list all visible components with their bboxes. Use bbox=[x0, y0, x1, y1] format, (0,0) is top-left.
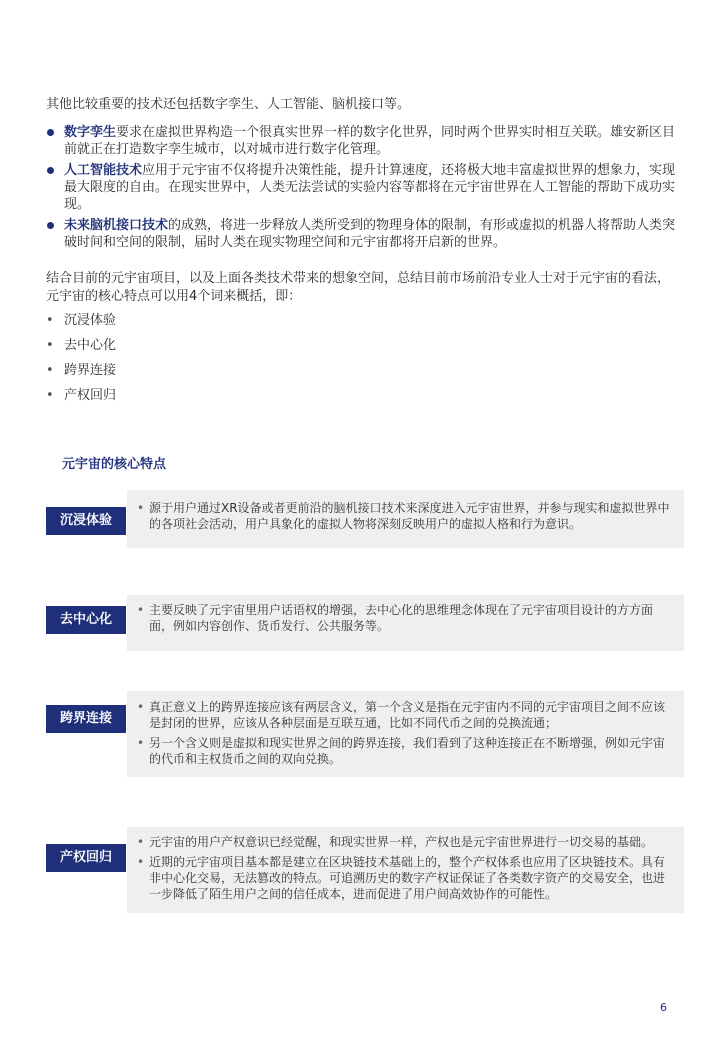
list-item bbox=[46, 162, 676, 213]
feature-card bbox=[127, 490, 684, 548]
feature-label: 沉浸体验 bbox=[64, 313, 117, 328]
bullet-dot-icon: • bbox=[46, 363, 54, 378]
list-item bbox=[46, 337, 116, 362]
card-text: 源于用户通过XR设备或者更前沿的脑机接口技术来深度进入元宇宙世界，并参与现实和虚拟世界中的各项社会活动，用户具象化的虚拟人物将深刻反映用户的虚拟人格和行为意识。 bbox=[149, 501, 670, 531]
card-text: 另一个含义则是虚拟和现实世界之间的跨界连接，我们看到了这种连接正在不断增强，例如元宇宙的代币和主权货币之间的双向兑换。 bbox=[149, 736, 666, 766]
feature-tag: 沉浸体验 bbox=[46, 507, 126, 535]
list-item bbox=[46, 387, 116, 412]
bullet-dot-icon: • bbox=[137, 736, 145, 750]
list-item bbox=[46, 217, 676, 251]
bullet-text: 应用于元宇宙不仅将提升决策性能，提升计算速度，还将极大地丰富虚拟世界的想象力，实现最大限度的自由。在现实世界中，人类无法尝试的实验内容等都将在元宇宙世界在人工智能的帮助下成功实现。 bbox=[64, 163, 676, 212]
feature-tag: 产权回归 bbox=[46, 844, 126, 872]
bullet-keyword: 人工智能技术 bbox=[64, 163, 143, 178]
bullet-keyword: 数字孪生 bbox=[64, 125, 117, 140]
card-bullet bbox=[127, 602, 684, 634]
bullet-dot-icon: • bbox=[46, 388, 54, 403]
feature-card bbox=[127, 691, 684, 777]
list-item bbox=[46, 312, 116, 337]
bullet-dot-icon: • bbox=[46, 338, 54, 353]
bullet-dot-icon: • bbox=[137, 501, 145, 515]
list-item bbox=[46, 362, 116, 387]
bullet-dot-icon: • bbox=[46, 313, 54, 328]
feature-card bbox=[127, 595, 684, 651]
feature-label: 跨界连接 bbox=[64, 363, 117, 378]
list-item bbox=[46, 124, 676, 158]
card-bullet bbox=[127, 500, 684, 532]
card-text: 真正意义上的跨界连接应该有两层含义，第一个含义是指在元宇宙内不同的元宇宙项目之间不应该是封闭的世界，应该从各种层面是互联互通，比如不同代币之间的兑换流通； bbox=[149, 700, 666, 730]
feature-tag: 跨界连接 bbox=[46, 705, 126, 733]
bullet-keyword: 未来脑机接口技术 bbox=[64, 218, 169, 233]
technology-bullet-list bbox=[46, 124, 676, 255]
bullet-dot-icon bbox=[47, 129, 54, 136]
bullet-dot-icon: • bbox=[137, 855, 145, 869]
card-text: 主要反映了元宇宙里用户话语权的增强，去中心化的思维理念体现在了元宇宙项目设计的方方面面，例如内容创作、货币发行、公共服务等。 bbox=[149, 603, 654, 633]
section-title: 元宇宙的核心特点 bbox=[62, 457, 167, 472]
bullet-dot-icon: • bbox=[137, 700, 145, 714]
feature-label: 产权回归 bbox=[64, 388, 117, 403]
page-number: 6 bbox=[660, 1001, 667, 1014]
summary-paragraph: 结合目前的元宇宙项目，以及上面各类技术带来的想象空间，总结目前市场前沿专业人士对于元宇宙的看法，元宇宙的核心特点可以用4个词来概括，即： bbox=[46, 271, 671, 304]
card-bullet bbox=[127, 699, 684, 731]
intro-paragraph: 其他比较重要的技术还包括数字孪生、人工智能、脑机接口等。 bbox=[46, 97, 411, 112]
card-bullet bbox=[127, 735, 684, 767]
bullet-dot-icon: • bbox=[137, 835, 145, 849]
bullet-dot-icon bbox=[47, 222, 54, 229]
feature-tag: 去中心化 bbox=[46, 606, 126, 634]
feature-card bbox=[127, 827, 684, 913]
features-list bbox=[46, 312, 116, 412]
bullet-dot-icon bbox=[47, 167, 54, 174]
card-text: 元宇宙的用户产权意识已经觉醒，和现实世界一样，产权也是元宇宙世界进行一切交易的基础。 bbox=[149, 835, 654, 849]
card-bullet bbox=[127, 854, 684, 902]
bullet-text: 要求在虚拟世界构造一个很真实世界一样的数字化世界，同时两个世界实时相互关联。雄安新区目前就正在打造数字孪生城市，以对城市进行数字化管理。 bbox=[64, 125, 676, 157]
bullet-dot-icon: • bbox=[137, 603, 145, 617]
feature-label: 去中心化 bbox=[64, 338, 117, 353]
card-bullet bbox=[127, 834, 684, 850]
card-text: 近期的元宇宙项目基本都是建立在区块链技术基础上的，整个产权体系也应用了区块链技术。具有非中心化交易，无法篡改的特点。可追溯历史的数字产权证保证了各类数字资产的交易安全，也进一步降低了陌生用户之间的信任成本，进而促进了用户间高效协作的可能性。 bbox=[149, 855, 666, 901]
bullet-text: 的成熟，将进一步释放人类所受到的物理身体的限制，有形或虚拟的机器人将帮助人类突破时间和空间的限制，届时人类在现实物理空间和元宇宙都将开启新的世界。 bbox=[64, 218, 676, 250]
